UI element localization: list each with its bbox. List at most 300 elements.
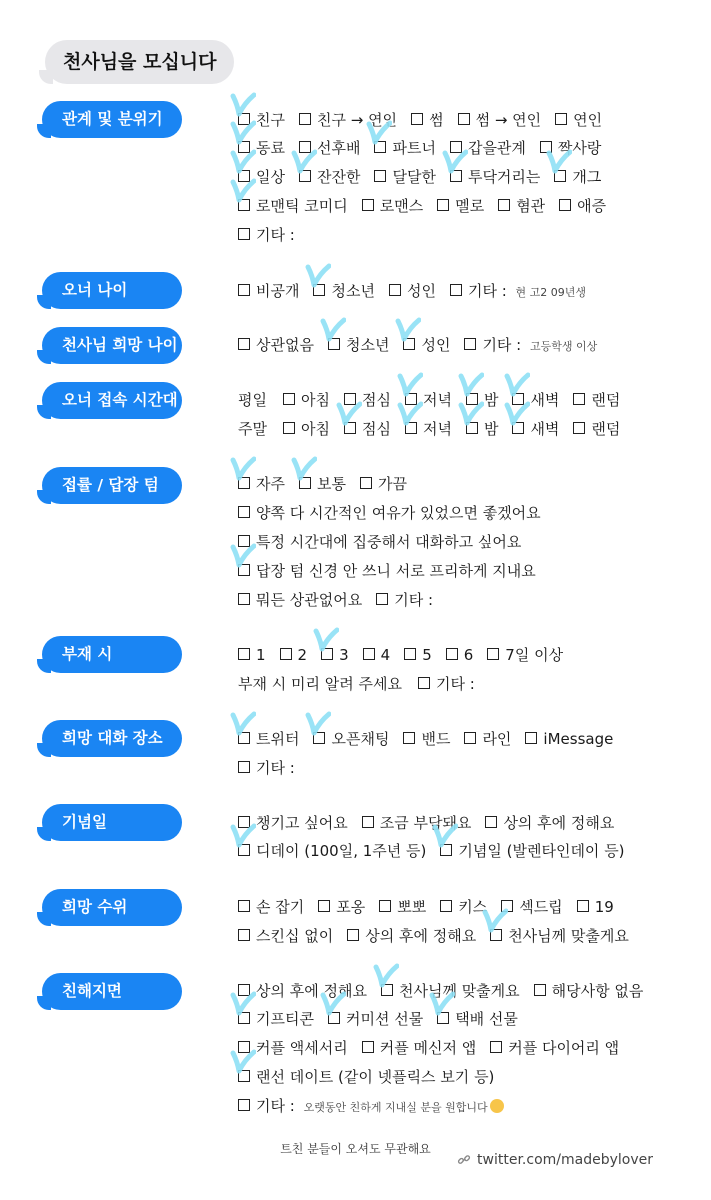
option-row (238, 221, 691, 249)
checkbox-option[interactable] (238, 1034, 348, 1062)
checkbox-option[interactable] (405, 415, 452, 443)
checkbox[interactable] (238, 844, 250, 856)
checkbox[interactable] (466, 422, 478, 434)
option-row (238, 386, 691, 414)
checkbox-option[interactable] (440, 837, 624, 865)
checkbox[interactable] (559, 199, 571, 211)
checkbox[interactable] (490, 1041, 502, 1053)
option-note: 고등학생 이상 (530, 340, 598, 353)
option-label: 잔잔한 (316, 168, 361, 186)
option-label: 3 (339, 646, 349, 664)
checkbox-option[interactable] (554, 163, 601, 191)
checkbox-option[interactable] (450, 277, 586, 307)
option-label: 답장 텀 신경 안 쓰니 서로 프리하게 지내요 (256, 562, 536, 580)
row-label: 부재 시 미리 알려 주세요 (238, 675, 402, 693)
checkbox-option[interactable] (555, 106, 602, 134)
checkbox[interactable] (238, 506, 250, 518)
row-label: 주말 (238, 420, 267, 438)
option-row (238, 977, 691, 1005)
checkbox-option[interactable] (487, 641, 563, 669)
checkbox[interactable] (498, 199, 510, 211)
option-note: 오랫동안 친하게 지내실 분을 원합니다 (303, 1101, 488, 1114)
option-label: 디데이 (100일, 1주년 등) (256, 842, 427, 860)
checkbox[interactable] (238, 535, 250, 547)
checkbox[interactable] (525, 732, 537, 744)
checkbox[interactable] (577, 900, 589, 912)
checkbox[interactable] (238, 816, 250, 828)
checkbox[interactable] (299, 170, 311, 182)
option-label: 청소년 (331, 282, 375, 300)
option-label: 랜덤 (591, 391, 621, 409)
checkbox[interactable] (238, 338, 250, 350)
checkbox[interactable] (238, 113, 250, 125)
option-row (238, 470, 691, 498)
checkbox-option[interactable] (418, 670, 475, 698)
checkbox[interactable] (238, 593, 250, 605)
option-label: 커플 다이어리 앱 (508, 1039, 620, 1057)
checkbox[interactable] (238, 477, 250, 489)
option-label: 1 (256, 646, 266, 664)
checkbox-option[interactable] (313, 725, 389, 753)
option-label: 보통 (316, 475, 346, 493)
option-row (238, 1005, 691, 1033)
checkbox-option[interactable] (238, 586, 362, 614)
checkbox-option[interactable] (238, 134, 285, 162)
option-label: 친구 → 연인 (316, 111, 398, 129)
checkbox-option[interactable] (238, 221, 295, 249)
checkbox[interactable] (344, 422, 356, 434)
checkbox[interactable] (238, 1012, 250, 1024)
checkbox-option[interactable] (238, 1063, 494, 1091)
option-row (238, 586, 691, 614)
option-label: 로맨스 (379, 197, 424, 215)
option-row (238, 106, 691, 134)
checkbox[interactable] (405, 422, 417, 434)
option-label: 파트너 (392, 139, 436, 157)
checkbox[interactable] (299, 113, 311, 125)
checkbox[interactable] (403, 732, 415, 744)
option-label: 해당사항 없음 (551, 982, 644, 1000)
option-label: 새벽 (530, 420, 560, 438)
checkbox-option[interactable] (238, 1092, 504, 1122)
checkbox-option[interactable] (360, 470, 407, 498)
checkbox-option[interactable] (280, 641, 308, 669)
checkbox-option[interactable] (403, 331, 450, 359)
checkbox-option[interactable] (437, 1005, 518, 1033)
checkbox-option[interactable] (238, 499, 541, 527)
checkbox[interactable] (374, 141, 386, 153)
checkbox-option[interactable] (525, 725, 613, 753)
checkbox-option[interactable] (450, 134, 526, 162)
checkbox[interactable] (238, 984, 250, 996)
checkbox[interactable] (283, 393, 295, 405)
footer-note: 트친 분들이 오셔도 무관해요 (280, 1142, 431, 1156)
checkbox[interactable] (344, 393, 356, 405)
checkbox[interactable] (512, 422, 524, 434)
checkbox[interactable] (360, 477, 372, 489)
checkbox-option[interactable] (362, 192, 423, 220)
checkbox[interactable] (440, 844, 452, 856)
checkbox[interactable] (362, 199, 374, 211)
checkbox[interactable] (437, 1012, 449, 1024)
checkbox-option[interactable] (381, 977, 520, 1005)
checkbox[interactable] (404, 648, 416, 660)
option-label: 커플 메신저 앱 (379, 1039, 477, 1057)
checkbox[interactable] (313, 284, 325, 296)
checkbox[interactable] (238, 228, 250, 240)
checkbox[interactable] (573, 393, 585, 405)
category-label: 희망 대화 장소 (42, 720, 182, 757)
option-label: 커미션 선물 (345, 1010, 424, 1028)
option-row (238, 893, 691, 921)
checkbox[interactable] (450, 141, 462, 153)
checkbox-option[interactable] (466, 386, 499, 414)
checkbox-option[interactable] (440, 893, 487, 921)
checkbox-option[interactable] (238, 754, 295, 782)
checkbox-option[interactable] (238, 725, 299, 753)
checkbox-option[interactable] (238, 641, 266, 669)
option-row (238, 277, 691, 305)
checkbox-option[interactable] (363, 641, 391, 669)
checkbox[interactable] (363, 648, 375, 660)
option-label: 멜로 (455, 197, 485, 215)
checkbox[interactable] (512, 393, 524, 405)
option-row (238, 670, 691, 698)
option-row (238, 809, 691, 837)
checkbox-option[interactable] (490, 922, 629, 950)
option-label: 가끔 (377, 475, 407, 493)
category-label: 관계 및 분위기 (42, 101, 182, 138)
option-label: 스킨십 없이 (256, 927, 334, 945)
checkbox-option[interactable] (238, 557, 536, 585)
option-label: 상관없음 (256, 336, 314, 354)
option-label: 연인 (573, 111, 603, 129)
checkbox[interactable] (485, 816, 497, 828)
option-row (238, 754, 691, 782)
checkbox-option[interactable] (501, 893, 562, 921)
checkbox-option[interactable] (464, 725, 511, 753)
checkbox[interactable] (540, 141, 552, 153)
option-label: 라인 (482, 730, 512, 748)
checkbox-option[interactable] (490, 1034, 619, 1062)
option-label: 트위터 (256, 730, 300, 748)
option-label: 밴드 (421, 730, 451, 748)
option-row (238, 1092, 691, 1120)
checkbox[interactable] (238, 199, 250, 211)
checkbox-option[interactable] (318, 893, 365, 921)
checkbox-option[interactable] (573, 415, 620, 443)
option-row (238, 415, 691, 443)
option-label: 뽀뽀 (397, 898, 427, 916)
option-label: 포옹 (336, 898, 366, 916)
option-label: 기타 : (435, 675, 475, 693)
option-label: 동료 (256, 139, 285, 157)
checkbox[interactable] (464, 338, 476, 350)
checkbox-option[interactable] (328, 331, 389, 359)
checkbox-option[interactable] (485, 809, 614, 837)
option-label: 천사님께 맞출게요 (508, 927, 629, 945)
option-label: 19 (594, 898, 614, 916)
checkbox[interactable] (534, 984, 546, 996)
checkbox[interactable] (238, 1041, 250, 1053)
option-label: 기타 : (256, 759, 295, 777)
option-row (238, 163, 691, 191)
option-label: 일상 (256, 168, 285, 186)
option-row (238, 557, 691, 585)
checkbox[interactable] (403, 338, 415, 350)
category-label: 오너 접속 시간대 (42, 382, 182, 419)
checkbox-option[interactable] (238, 809, 348, 837)
option-label: 밤 (483, 391, 499, 409)
checkbox[interactable] (238, 141, 250, 153)
option-row (238, 331, 691, 359)
option-row (238, 1063, 691, 1091)
checkbox-option[interactable] (374, 134, 435, 162)
checkbox[interactable] (573, 422, 585, 434)
checkbox-option[interactable] (498, 192, 545, 220)
checkbox[interactable] (299, 141, 311, 153)
checkbox[interactable] (238, 1099, 250, 1111)
option-label: 기프티콘 (256, 1010, 314, 1028)
checkbox-option[interactable] (328, 1005, 423, 1033)
option-label: 기념일 (발렌타인데이 등) (458, 842, 625, 860)
checkbox[interactable] (362, 1041, 374, 1053)
checkbox-option[interactable] (313, 277, 374, 305)
checkbox-option[interactable] (321, 641, 349, 669)
checkbox-option[interactable] (299, 163, 360, 191)
checkbox-option[interactable] (238, 277, 299, 305)
category-label: 오너 나이 (42, 272, 182, 309)
checkbox[interactable] (238, 284, 250, 296)
category-label: 천사님 희망 나이 (42, 327, 182, 364)
checkbox-option[interactable] (389, 277, 436, 305)
checkbox-option[interactable] (299, 134, 360, 162)
option-row (238, 134, 691, 162)
option-label: 커플 액세서리 (256, 1039, 348, 1057)
option-label: 4 (380, 646, 391, 664)
checkbox[interactable] (405, 393, 417, 405)
checkbox[interactable] (318, 900, 330, 912)
checkbox-option[interactable] (512, 415, 559, 443)
checkbox[interactable] (321, 648, 333, 660)
option-label: 손 잡기 (256, 898, 305, 916)
checkbox[interactable] (458, 113, 470, 125)
checkbox-option[interactable] (573, 386, 620, 414)
checkbox[interactable] (446, 648, 458, 660)
option-label: 랜덤 (591, 420, 621, 438)
option-label: 개그 (572, 168, 602, 186)
checkbox-option[interactable] (512, 386, 559, 414)
checkbox[interactable] (389, 284, 401, 296)
category-label: 기념일 (42, 804, 182, 841)
checkbox[interactable] (362, 816, 374, 828)
pleading-face-icon (490, 1099, 504, 1113)
option-row (238, 499, 691, 527)
option-label: 2 (297, 646, 308, 664)
checkbox-option[interactable] (403, 725, 450, 753)
option-label: 애증 (577, 197, 607, 215)
option-note: 현 고2 09년생 (515, 286, 587, 299)
checkbox-option[interactable] (374, 163, 435, 191)
checkbox-option[interactable] (437, 192, 484, 220)
checkbox[interactable] (238, 648, 250, 660)
option-label: 친구 (256, 111, 285, 129)
checkbox[interactable] (411, 113, 423, 125)
checkbox[interactable] (437, 199, 449, 211)
option-label: 섹드립 (519, 898, 563, 916)
checkbox-option[interactable] (238, 192, 348, 220)
checkbox-option[interactable] (238, 893, 304, 921)
option-label: 아침 (300, 391, 330, 409)
option-label: 아침 (300, 420, 330, 438)
checkbox-option[interactable] (376, 586, 433, 614)
option-row (238, 922, 691, 950)
footer-link-text: twitter.com/madebylover (477, 1152, 653, 1168)
checkbox[interactable] (238, 761, 250, 773)
checkbox-option[interactable] (283, 415, 330, 443)
option-row (238, 1034, 691, 1062)
option-label: 기타 : (482, 336, 522, 354)
checkbox-option[interactable] (405, 386, 452, 414)
option-label: 밤 (483, 420, 499, 438)
checkbox[interactable] (379, 900, 391, 912)
checkbox-option[interactable] (404, 641, 432, 669)
option-label: 선후배 (316, 139, 361, 157)
option-label: 기타 : (467, 282, 507, 300)
checkbox[interactable] (450, 284, 462, 296)
option-label: 새벽 (530, 391, 560, 409)
option-label: 투닥거리는 (467, 168, 541, 186)
checkbox[interactable] (555, 113, 567, 125)
option-row (238, 192, 691, 220)
option-label: 상의 후에 정해요 (365, 927, 477, 945)
checkbox[interactable] (487, 648, 499, 660)
option-label: 상의 후에 정해요 (256, 982, 367, 1000)
checkbox-option[interactable] (238, 528, 521, 556)
page-title: 천사님을 모십니다 (45, 40, 234, 84)
checkbox-option[interactable] (283, 386, 330, 414)
checkbox[interactable] (238, 170, 250, 182)
checkbox-option[interactable] (299, 106, 397, 134)
option-row (238, 528, 691, 556)
checkbox[interactable] (328, 1012, 340, 1024)
checkbox-option[interactable] (344, 386, 391, 414)
option-label: 청소년 (345, 336, 390, 354)
option-label: 7일 이상 (505, 646, 564, 664)
checkbox[interactable] (501, 900, 513, 912)
option-label: 썸 (429, 111, 444, 129)
checkbox[interactable] (238, 564, 250, 576)
checkbox[interactable] (238, 929, 250, 941)
checkbox-option[interactable] (464, 331, 597, 361)
footer-link[interactable] (457, 1152, 653, 1168)
option-label: 저녁 (422, 420, 452, 438)
checkbox-option[interactable] (299, 470, 346, 498)
checkbox[interactable] (283, 422, 295, 434)
option-label: iMessage (543, 730, 614, 748)
option-label: 점심 (361, 391, 391, 409)
checkbox[interactable] (466, 393, 478, 405)
checkbox-option[interactable] (238, 163, 285, 191)
option-label: 랜선 데이트 (같이 넷플릭스 보기 등) (256, 1068, 495, 1086)
category-label: 희망 수위 (42, 889, 182, 926)
row-label: 평일 (238, 391, 267, 409)
checkbox-option[interactable] (362, 1034, 476, 1062)
option-label: 기타 : (256, 1097, 295, 1115)
checkbox-option[interactable] (379, 893, 426, 921)
checkbox-option[interactable] (347, 922, 476, 950)
option-label: 특정 시간대에 집중해서 대화하고 싶어요 (256, 533, 522, 551)
checkbox[interactable] (374, 170, 386, 182)
checkbox[interactable] (450, 170, 462, 182)
checkbox-option[interactable] (238, 977, 367, 1005)
checkbox-option[interactable] (534, 977, 644, 1005)
checkbox[interactable] (440, 900, 452, 912)
checkbox-option[interactable] (540, 134, 601, 162)
checkbox-option[interactable] (559, 192, 606, 220)
checkbox-option[interactable] (577, 893, 614, 921)
checkbox[interactable] (328, 338, 340, 350)
checkbox[interactable] (280, 648, 292, 660)
checkbox-option[interactable] (238, 331, 314, 359)
checkbox-option[interactable] (238, 837, 426, 865)
option-label: 6 (463, 646, 474, 664)
checkbox-option[interactable] (238, 106, 285, 134)
checkbox-option[interactable] (238, 922, 333, 950)
option-label: 달달한 (392, 168, 436, 186)
link-icon (457, 1153, 471, 1167)
option-label: 비공개 (256, 282, 300, 300)
option-row (238, 837, 691, 865)
option-label: 썸 → 연인 (475, 111, 542, 129)
option-label: 저녁 (422, 391, 452, 409)
checkbox[interactable] (554, 170, 566, 182)
checkbox[interactable] (238, 732, 250, 744)
checkbox[interactable] (238, 900, 250, 912)
checkbox-option[interactable] (458, 106, 542, 134)
checkbox[interactable] (464, 732, 476, 744)
category-label: 친해지면 (42, 973, 182, 1010)
option-label: 기타 : (256, 226, 295, 244)
checkbox[interactable] (418, 677, 430, 689)
checkbox[interactable] (313, 732, 325, 744)
checkbox-option[interactable] (344, 415, 391, 443)
option-label: 5 (422, 646, 432, 664)
checkbox-option[interactable] (446, 641, 474, 669)
checkbox-option[interactable] (411, 106, 444, 134)
category-label: 접률 / 답장 텀 (42, 467, 182, 504)
option-label: 오픈채팅 (331, 730, 390, 748)
option-label: 조금 부담돼요 (379, 814, 472, 832)
checkbox-option[interactable] (450, 163, 540, 191)
option-label: 로맨틱 코미디 (256, 197, 348, 215)
checkbox[interactable] (347, 929, 359, 941)
checkbox[interactable] (376, 593, 388, 605)
option-label: 천사님께 맞출게요 (398, 982, 520, 1000)
checkbox-option[interactable] (362, 809, 472, 837)
checkbox-option[interactable] (466, 415, 499, 443)
checkbox[interactable] (490, 929, 502, 941)
option-label: 상의 후에 정해요 (503, 814, 615, 832)
option-label: 키스 (458, 898, 488, 916)
checkbox[interactable] (238, 1070, 250, 1082)
checkbox[interactable] (381, 984, 393, 996)
option-label: 챙기고 싶어요 (256, 814, 348, 832)
checkbox-option[interactable] (238, 470, 285, 498)
checkbox[interactable] (299, 477, 311, 489)
option-label: 자주 (256, 475, 285, 493)
checkbox-option[interactable] (238, 1005, 314, 1033)
